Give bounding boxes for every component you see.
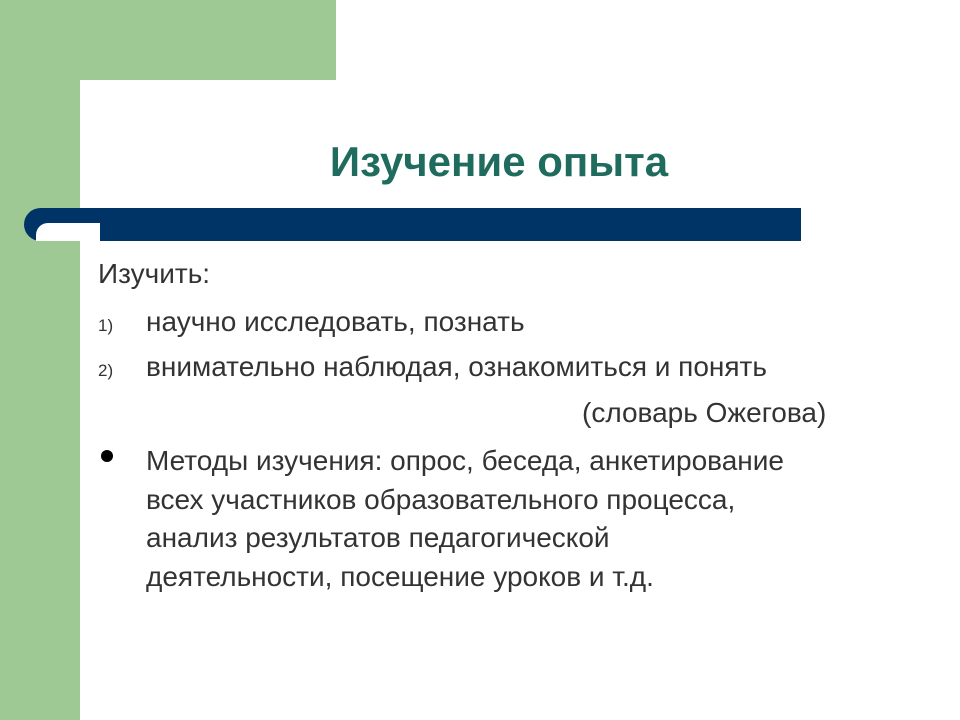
bullet-line: деятельности, посещение уроков и т.д. — [146, 560, 654, 592]
list-marker-1: 1) — [98, 316, 114, 335]
source-citation: (словарь Ожегова) — [582, 397, 827, 428]
bullet-line: всех участников образовательного процесса, — [146, 483, 736, 515]
list-item-1: научно исследовать, познать — [146, 306, 525, 337]
bullet-line: анализ результатов педагогической — [146, 522, 610, 553]
bullet-dot-icon — [101, 450, 113, 462]
lead-text: Изучить: — [98, 258, 211, 289]
green-accent-left — [0, 0, 80, 720]
bullet-line: Методы изучения: опрос, беседа, анкетирование — [146, 445, 784, 476]
slide-title: Изучение опыта — [329, 138, 669, 185]
list-item-2: внимательно наблюдая, ознакомиться и понять — [146, 351, 767, 382]
title-divider-bar — [24, 208, 801, 241]
list-marker-2: 2) — [98, 361, 114, 380]
divider-notch — [36, 223, 100, 241]
bullet-paragraph — [146, 442, 906, 596]
